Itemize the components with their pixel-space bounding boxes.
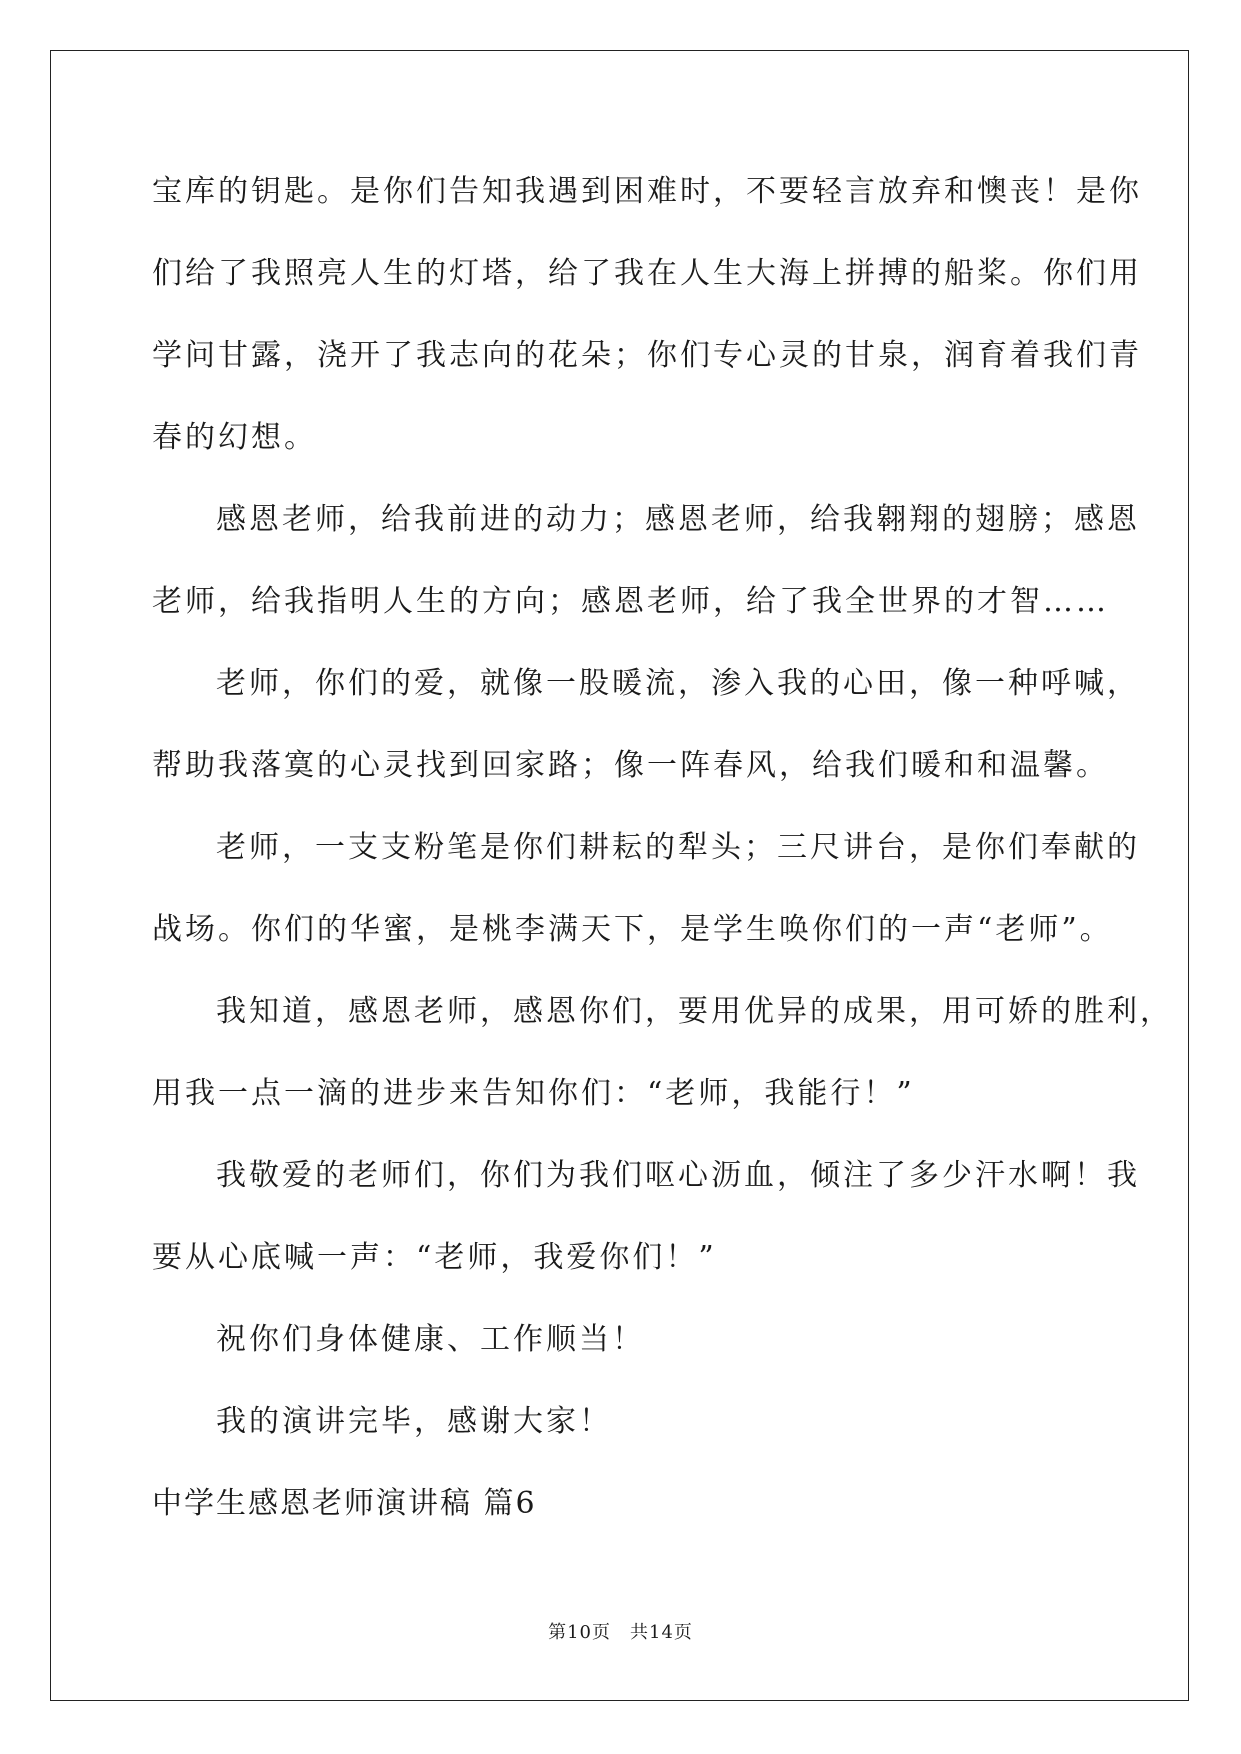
text-line: 要从心底喊一声：“老师，我爱你们！” xyxy=(152,1240,717,1275)
paragraph xyxy=(152,816,1140,980)
text-line: 学问甘露，浇开了我志向的花朵；你们专心灵的甘泉，润育着我们青 xyxy=(152,338,1142,373)
page-footer xyxy=(0,1618,1241,1644)
text-line: 宝库的钥匙。是你们告知我遇到困难时，不要轻言放弃和懊丧！是你 xyxy=(152,174,1142,209)
paragraph xyxy=(152,652,1140,816)
paragraph xyxy=(152,980,1173,1144)
text-line: 老师，一支支粉笔是你们耕耘的犁头；三尺讲台，是你们奉献的 xyxy=(216,830,1140,865)
text-line: 祝你们身体健康、工作顺当！ xyxy=(216,1322,645,1357)
paragraph xyxy=(152,1390,1102,1472)
text-line: 战场。你们的华蜜，是桃李满天下，是学生唤你们的一声“老师”。 xyxy=(152,912,1113,947)
text-line: 我知道，感恩老师，感恩你们，要用优异的成果，用可娇的胜利， xyxy=(216,994,1173,1029)
paragraph xyxy=(152,488,1140,652)
paragraph xyxy=(152,1308,1102,1390)
text-line: 老师，给我指明人生的方向；感恩老师，给了我全世界的才智…… xyxy=(152,584,1109,619)
page-number: 第10页 共14页 xyxy=(548,1622,693,1643)
text-line: 用我一点一滴的进步来告知你们：“老师，我能行！” xyxy=(152,1076,915,1111)
paragraph xyxy=(152,160,1142,488)
text-line: 老师，你们的爱，就像一股暖流，渗入我的心田，像一种呼喊， xyxy=(216,666,1140,701)
text-line: 感恩老师，给我前进的动力；感恩老师，给我翱翔的翅膀；感恩 xyxy=(216,502,1140,537)
text-line: 我的演讲完毕，感谢大家！ xyxy=(216,1404,612,1439)
text-line: 我敬爱的老师们，你们为我们呕心沥血，倾注了多少汗水啊！我 xyxy=(216,1158,1140,1193)
document-body xyxy=(152,160,1173,1554)
text-line: 们给了我照亮人生的灯塔，给了我在人生大海上拼搏的船桨。你们用 xyxy=(152,256,1142,291)
text-line: 帮助我落寞的心灵找到回家路；像一阵春风，给我们暖和和温馨。 xyxy=(152,748,1109,783)
text-line: 春的幻想。 xyxy=(152,420,317,455)
paragraph xyxy=(152,1144,1140,1308)
section-heading: 中学生感恩老师演讲稿 篇6 xyxy=(152,1486,537,1521)
